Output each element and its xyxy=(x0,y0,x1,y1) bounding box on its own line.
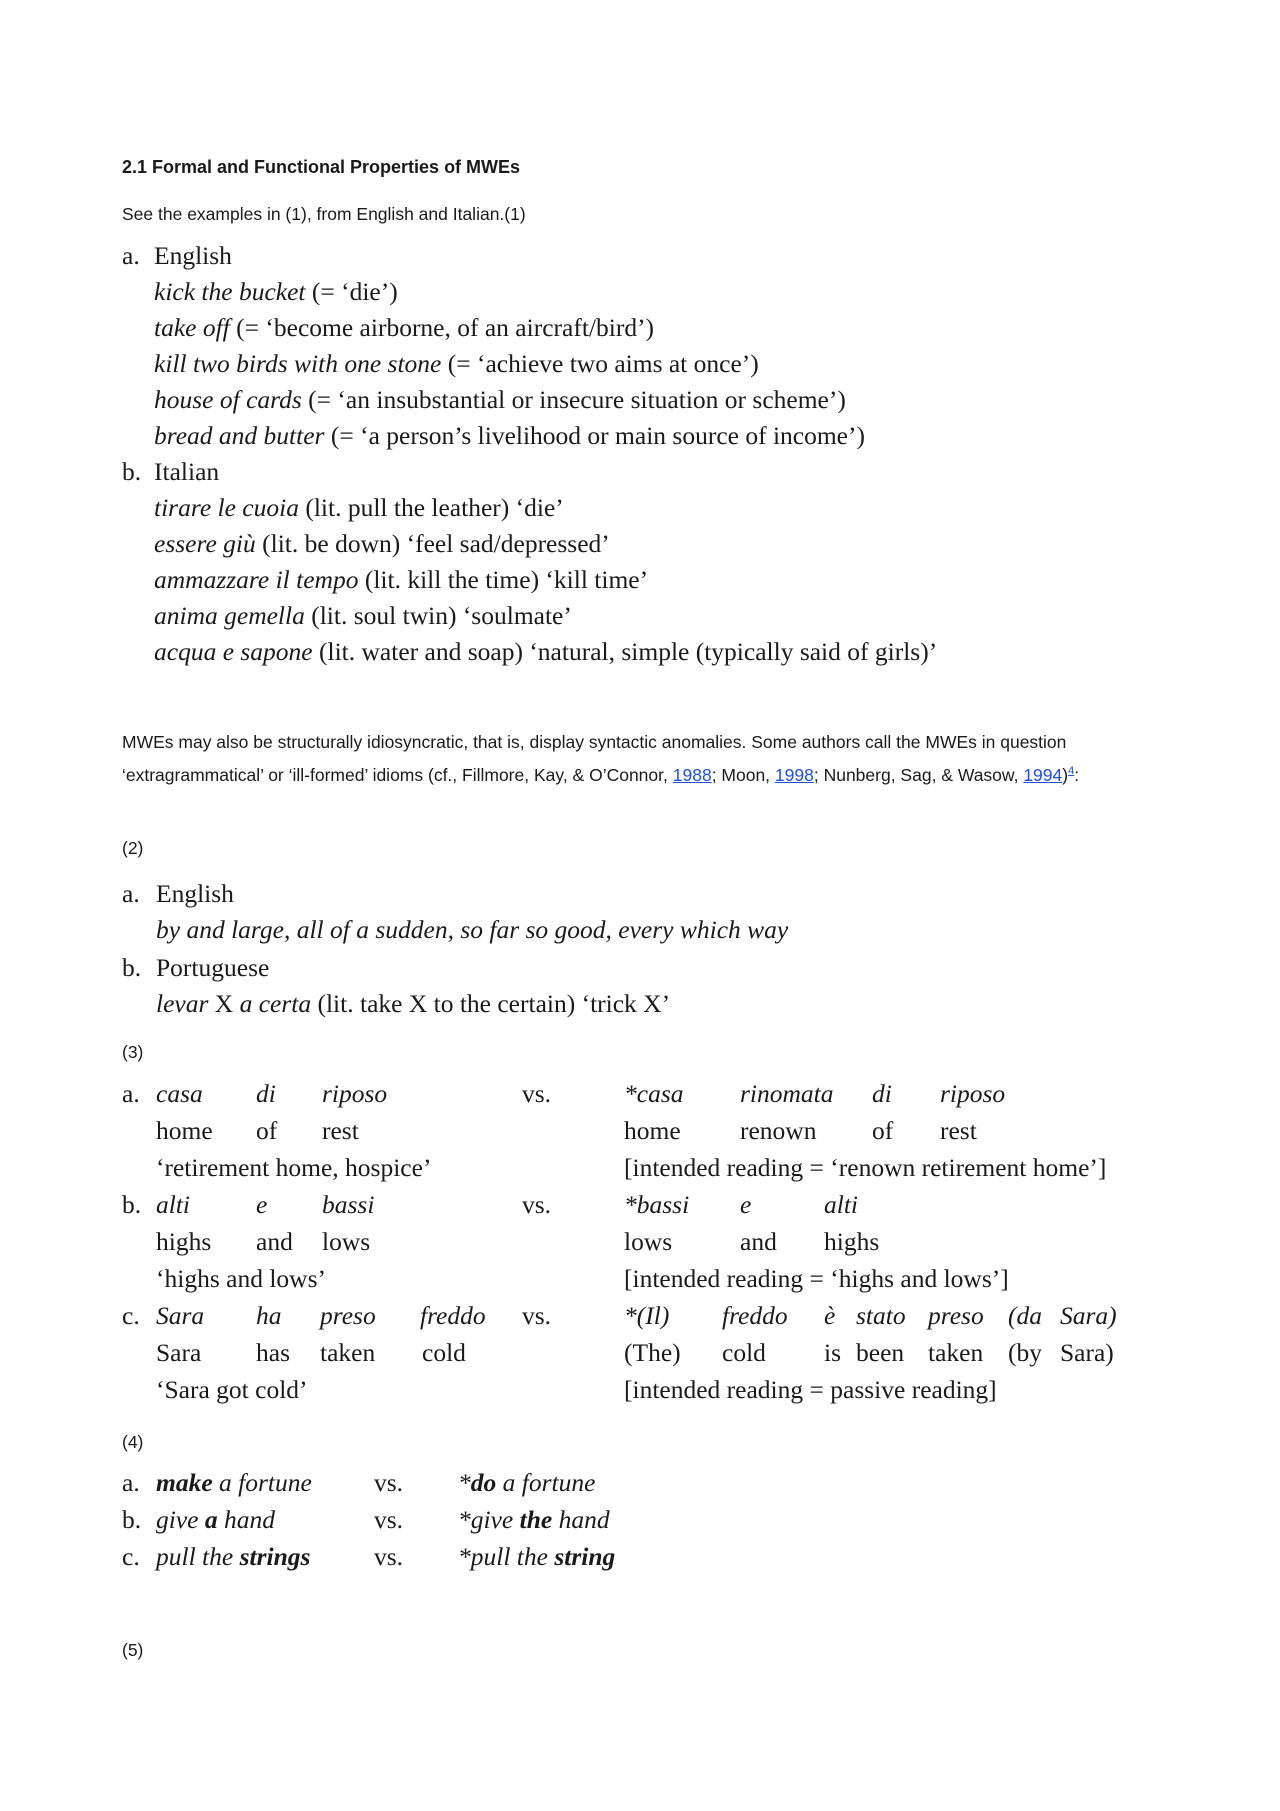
mwe-expression: bread and butter xyxy=(154,421,325,450)
ex3-gloss: Sara xyxy=(156,1338,202,1367)
ex4-emphasis: do xyxy=(470,1468,497,1497)
ex3-gloss: of xyxy=(256,1116,278,1145)
ex3-bad-gloss: highs xyxy=(824,1227,880,1256)
list-item xyxy=(154,526,937,562)
para-text: ) xyxy=(1062,764,1069,785)
para-text: ; Moon, xyxy=(711,764,775,785)
ex2-a-label: a. xyxy=(122,879,140,908)
ex4-bad xyxy=(458,1542,615,1572)
ex3-bad-gloss: is xyxy=(824,1338,842,1367)
ex3-word: bassi xyxy=(322,1190,375,1219)
ex4-text: give xyxy=(156,1505,205,1534)
ex3-bad-gloss: renown xyxy=(740,1116,817,1145)
ex3-bad-gloss: lows xyxy=(624,1227,673,1256)
ex4-label: b. xyxy=(122,1505,142,1534)
mwe-variable: X xyxy=(208,989,240,1018)
ex3-bad-gloss: Sara) xyxy=(1060,1338,1114,1367)
list-item xyxy=(154,274,865,310)
ex3-word: ha xyxy=(256,1301,282,1330)
ex4-bad xyxy=(458,1468,595,1498)
para-text: ; Nunberg, Sag, & Wasow, xyxy=(813,764,1024,785)
ex3-gloss: and xyxy=(256,1227,293,1256)
citation-link-1988[interactable]: 1988 xyxy=(672,764,712,785)
ex3-gloss: lows xyxy=(322,1227,371,1256)
ex4-good xyxy=(156,1505,275,1535)
ex3-bad-gloss: of xyxy=(872,1116,894,1145)
ex3-bad-word: rinomata xyxy=(740,1079,834,1108)
ex3-word: riposo xyxy=(322,1079,388,1108)
ex4-text: * xyxy=(458,1468,471,1497)
list-item xyxy=(154,382,865,418)
ex3-number: (3) xyxy=(122,1042,144,1062)
ex3-translation: ‘Sara got cold’ xyxy=(156,1375,308,1404)
ex2-b-lang: Portuguese xyxy=(156,953,270,982)
ex3-bad-gloss: and xyxy=(740,1227,777,1256)
ex4-text: *pull the xyxy=(458,1542,555,1571)
ex3-bad-word: Sara) xyxy=(1060,1301,1117,1330)
mwe-expression: take off xyxy=(154,313,230,342)
ex3-gloss: cold xyxy=(422,1338,466,1367)
ex3-gloss: highs xyxy=(156,1227,212,1256)
mwe-expression: anima gemella xyxy=(154,601,305,630)
ex3-bad-gloss: (The) xyxy=(624,1338,681,1367)
ex4-text: hand xyxy=(552,1505,610,1534)
mwe-expression: a certa xyxy=(239,989,312,1018)
ex3-gloss: has xyxy=(256,1338,290,1367)
mwe-expression: ammazzare il tempo xyxy=(154,565,359,594)
ex4-text: *give xyxy=(458,1505,520,1534)
ex3-word: casa xyxy=(156,1079,203,1108)
ex3-bad-gloss: (by xyxy=(1008,1338,1042,1367)
vs-label: vs. xyxy=(374,1468,404,1497)
ex4-label: c. xyxy=(122,1542,140,1571)
mwe-expression: levar xyxy=(156,989,209,1018)
vs-label: vs. xyxy=(374,1505,404,1534)
ex4-bad xyxy=(458,1505,610,1535)
ex3-bad-word: e xyxy=(740,1190,752,1219)
mwe-expression: house of cards xyxy=(154,385,302,414)
ex3-bad-gloss: cold xyxy=(722,1338,766,1367)
ex3-bad-word: è xyxy=(824,1301,836,1330)
idiosyncrasy-paragraph xyxy=(122,728,1162,790)
mwe-gloss: (lit. be down) ‘feel sad/depressed’ xyxy=(255,529,610,558)
ex3-bad-word: preso xyxy=(928,1301,984,1330)
mwe-gloss: (lit. pull the leather) ‘die’ xyxy=(298,493,564,522)
ex3-intended-reading: [intended reading = passive reading] xyxy=(624,1375,997,1404)
ex2-a-text: by and large, all of a sudden, so far so good, every which way xyxy=(156,915,789,944)
ex3-bad-word: *bassi xyxy=(624,1190,690,1219)
ex3-bad-gloss: taken xyxy=(928,1338,984,1367)
ex4-text: a fortune xyxy=(212,1468,312,1497)
mwe-gloss: (lit. kill the time) ‘kill time’ xyxy=(358,565,649,594)
vs-label: vs. xyxy=(522,1301,552,1330)
mwe-gloss: (= ‘an insubstantial or insecure situation or scheme’) xyxy=(301,385,846,414)
list-item xyxy=(154,598,937,634)
ex3-bad-gloss: home xyxy=(624,1116,681,1145)
ex3-translation: ‘retirement home, hospice’ xyxy=(156,1153,432,1182)
ex5-number: (5) xyxy=(122,1640,144,1660)
ex3-word: di xyxy=(256,1079,276,1108)
ex3-gloss: rest xyxy=(322,1116,359,1145)
vs-label: vs. xyxy=(374,1542,404,1571)
ex3-word: freddo xyxy=(420,1301,486,1330)
ex3-bad-word: *(Il) xyxy=(624,1301,670,1330)
vs-label: vs. xyxy=(522,1079,552,1108)
ex2-b-line xyxy=(156,986,670,1022)
mwe-expression: acqua e sapone xyxy=(154,637,313,666)
ex2-a-lang: English xyxy=(156,879,234,908)
mwe-gloss: (= ‘a person’s livelihood or main source of income’) xyxy=(324,421,865,450)
ex3-intended-reading: [intended reading = ‘highs and lows’] xyxy=(624,1264,1009,1293)
mwe-gloss: (= ‘become airborne, of an aircraft/bird’) xyxy=(229,313,655,342)
citation-link-1998[interactable]: 1998 xyxy=(774,764,814,785)
list-item xyxy=(154,634,937,670)
ex4-emphasis: string xyxy=(554,1542,616,1571)
ex4-good xyxy=(156,1468,312,1498)
ex3-bad-word: (da xyxy=(1008,1301,1042,1330)
mwe-expression: kill two birds with one stone xyxy=(154,349,442,378)
ex4-good xyxy=(156,1542,310,1572)
ex3-intended-reading: [intended reading = ‘renown retirement home’] xyxy=(624,1153,1107,1182)
ex4-text: hand xyxy=(217,1505,275,1534)
ex3-bad-word: alti xyxy=(824,1190,859,1219)
list-item xyxy=(154,310,865,346)
ex1-b-label: b. xyxy=(122,457,142,486)
list-item xyxy=(154,490,937,526)
ex3-b-label: b. xyxy=(122,1190,142,1219)
ex3-word: preso xyxy=(320,1301,376,1330)
ex4-emphasis: a xyxy=(204,1505,218,1534)
mwe-gloss: (= ‘die’) xyxy=(305,277,398,306)
mwe-gloss: (lit. water and soap) ‘natural, simple (typically said of girls)’ xyxy=(312,637,938,666)
ex3-bad-gloss: been xyxy=(856,1338,905,1367)
list-item xyxy=(154,418,865,454)
ex1-a-label: a. xyxy=(122,241,140,270)
ex4-label: a. xyxy=(122,1468,140,1497)
ex4-emphasis: the xyxy=(519,1505,553,1534)
mwe-gloss: (lit. soul twin) ‘soulmate’ xyxy=(304,601,572,630)
ex3-bad-gloss: rest xyxy=(940,1116,977,1145)
ex3-word: Sara xyxy=(156,1301,205,1330)
footnote-link[interactable]: 4 xyxy=(1068,765,1075,777)
intro-paragraph: See the examples in (1), from English and Italian.(1) xyxy=(122,204,526,224)
ex4-text: a fortune xyxy=(496,1468,596,1497)
vs-label: vs. xyxy=(522,1190,552,1219)
ex3-a-label: a. xyxy=(122,1079,140,1108)
ex3-translation: ‘highs and lows’ xyxy=(156,1264,326,1293)
para-text: : xyxy=(1074,764,1080,785)
mwe-gloss: (lit. take X to the certain) ‘trick X’ xyxy=(311,989,671,1018)
ex4-emphasis: make xyxy=(156,1468,213,1497)
ex3-gloss: taken xyxy=(320,1338,376,1367)
ex4-number: (4) xyxy=(122,1432,144,1452)
ex3-word: alti xyxy=(156,1190,191,1219)
ex2-number: (2) xyxy=(122,838,144,858)
list-item xyxy=(154,562,937,598)
ex4-emphasis: strings xyxy=(239,1542,311,1571)
ex1-italian-list xyxy=(154,490,937,670)
list-item xyxy=(154,346,865,382)
mwe-expression: essere giù xyxy=(154,529,256,558)
ex2-b-label: b. xyxy=(122,953,142,982)
ex3-bad-word: stato xyxy=(856,1301,906,1330)
ex3-bad-word: riposo xyxy=(940,1079,1006,1108)
ex3-word: e xyxy=(256,1190,268,1219)
ex3-bad-word: *casa xyxy=(624,1079,684,1108)
mwe-expression: kick the bucket xyxy=(154,277,306,306)
ex1-b-lang: Italian xyxy=(154,457,220,486)
ex1-a-lang: English xyxy=(154,241,232,270)
citation-link-1994[interactable]: 1994 xyxy=(1023,764,1063,785)
ex3-gloss: home xyxy=(156,1116,213,1145)
ex3-bad-word: freddo xyxy=(722,1301,788,1330)
ex4-text: pull the xyxy=(156,1542,240,1571)
section-heading: 2.1 Formal and Functional Properties of MWEs xyxy=(122,157,521,177)
para-text: MWEs may also be structurally idiosyncratic, that is, display syntactic anomalies. Some authors call the MWEs in question ‘extragrammatical’ or ‘ill-formed’ idioms (cf., Fillmore, Kay, & O’Connor, xyxy=(122,732,1067,785)
ex3-c-label: c. xyxy=(122,1301,140,1330)
mwe-expression: tirare le cuoia xyxy=(154,493,299,522)
ex3-bad-word: di xyxy=(872,1079,892,1108)
mwe-gloss: (= ‘achieve two aims at once’) xyxy=(441,349,759,378)
ex1-english-list xyxy=(154,274,865,454)
